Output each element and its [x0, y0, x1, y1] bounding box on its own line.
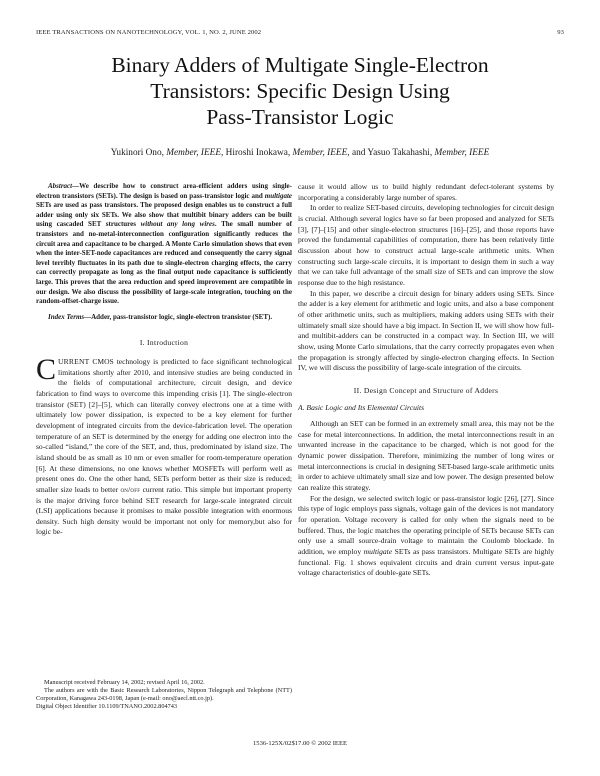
section2-paragraph-2: For the design, we selected switch logic or pass-transistor logic [26], [27]. Since this type of logic employs pass signals, voltage gain of the devices is not mandatory for operation. Voltage recovery is called for only when the signals need to be buffered. Thus, the logic matches the operating principle of SETs because SETs can only use a small source-drain voltage to maintain the Coulomb blockade. In addition, we employ multigate SETs as pass transistors. Multigate SETs are highly functional. Fig. 1 shows equivalent circuits and drain current versus input-gate voltage characteristics of double-gate SETs.: [298, 493, 554, 578]
author-2-role: Member, IEEE,: [292, 148, 350, 158]
intro-paragraph-1-continued: cause it would allow us to build highly redundant defect-tolerant systems by incorporating a considerably large number of spares.: [298, 182, 554, 202]
footnote-received: Manuscript received February 14, 2002; revised April 16, 2002.: [44, 679, 205, 686]
journal-header: IEEE TRANSACTIONS ON NANOTECHNOLOGY, VOL. 1, NO. 2, JUNE 2002: [36, 29, 262, 36]
title-line-2: Transistors: Specific Design Using: [150, 79, 450, 103]
author-line: [30, 148, 570, 158]
page-number: 93: [557, 29, 564, 36]
footnote-doi: Digital Object Identifier 10.1109/TNANO.2002.804743: [36, 703, 178, 711]
drop-cap: C: [36, 352, 57, 386]
left-column: [36, 182, 292, 538]
copyright-code: 1536-125X/02$17.00 © 2002 IEEE: [252, 740, 348, 747]
paper-title: [40, 52, 560, 130]
index-terms-lead: Index Terms: [48, 312, 85, 321]
author-3: and Yasuo Takahashi,: [351, 148, 433, 158]
author-1-role: Member, IEEE,: [166, 148, 224, 158]
running-head: [36, 29, 564, 41]
abstract: Abstract—We describe how to construct area-efficient adders using single-electron transistors (SETs). The design is based on pass-transistor logic and multigate SETs are used as pass transistors. The proposed design enables us to construct a full adder using only six SETs. We also show that multibit binary adders can be built using cascaded SET structures without any long wires. The small number of transistors and no-metal-interconnection configuration significantly reduces the circuit area and capacitance to be charged. A Monte Carlo simulation shows that even when the inter-SET-node capacitances are reduced and consequently the carry signal level terribly fluctuates in its path due to single-electron charging effects, the carry can correctly propagate as long as the final output node capacitance is sufficiently large. This proves that the area reduction and speed improvement are compatible in our design. We also discuss the possibility of large-scale integration, touching on the random-offset-charge issue.: [36, 182, 293, 306]
author-1: Yukinori Ono,: [110, 148, 164, 158]
intro-paragraph-2: In order to realize SET-based circuits, developing technologies for circuit design is crucial. Although several logics have so far been proposed and analyzed for SETs [3], [7]–[15] and other single-electron structures [16]–[25], and those reports have proved the fundamental capabilities of computation, there has been relatively little discussion about how to construct actual large-scale arithmetic units. When constructing such large-scale circuits, it is important to design them in such a way that we can take full advantage of the small size of SETs and can improve the slow response due to the high resistance.: [298, 203, 554, 287]
footnotes: [36, 679, 292, 711]
footnote-affiliation: The authors are with the Basic Research Laboratories, Nippon Telegraph and Telephone (NTT) Corporation, Kanagawa 243-0198, Japan (e-mail: ono@aecl.ntt.co.jp).: [36, 687, 292, 703]
section2-paragraph-1: Although an SET can be formed in an extremely small area, this may not be the case for metal interconnections. In addition, the metal interconnections result in an unwanted increase in the capacitance to be charged, which is not good for the dynamic power dissipation. Therefore, minimizing the number of long wires or metal interconnections is crucial in designing SET-based large-scale arithmetic units in order to achieve ultimately small size and low power. The design presented below can realize this strategy.: [298, 419, 554, 493]
right-column: [298, 182, 554, 579]
intro-paragraph-1: CURRENT CMOS technology is predicted to face significant technological limitations shortly after 2010, and intensive studies are being conducted in the fields of computational architecture, circuit design, and device fabrication to find ways to overcome this impending crisis [1]. The single-electron transistor (SET) [2]–[5], which can literally convey electrons one at a time with ultimately low power dissipation, is expected to be a key element for further development of integrated circuits from the device-fabrication level. The operation temperature of an SET is determined by the energy for adding one electron into the so-called “island,” the core of the SET, and, thus, predominated by island size. The island should be as small as 10 nm or even smaller for room-temperature operation [6]. At these dimensions, no one knows whether MOSFETs will perform well as present ones do. One the other hand, SETs perform better as their size is reduced; smaller size leads to better on/off current ratio. This simple but important property is the major driving force behind SET research for large-scale integrated circuit (LSI) applications because it promises to make possible integration with enormous density. Such high density would be important not only for memory,but also for logic be-: [36, 352, 292, 537]
index-terms: Index Terms—Adder, pass-transistor logic, single-electron transistor (SET).: [48, 312, 273, 321]
section-heading-introduction: I. Introduction: [139, 338, 189, 348]
abstract-lead: Abstract: [48, 182, 73, 190]
author-2: Hiroshi Inokawa,: [225, 148, 291, 158]
title-line-1: Binary Adders of Multigate Single-Electron: [111, 53, 489, 77]
intro-paragraph-3: In this paper, we describe a circuit design for binary adders using SETs. Since the adder is a key element for arithmetic and logic units, and also a base component of other arithmetic units, such as multipliers, making adders using SETs with their ultimately small size should have a big impact. In Section II, we will show how full- and multibit-adders can be constructed in a compact way. In Section III, we will show, using Monte Carlo simulations, that the carry correctly propagates even when the propagation is strongly affected by single-electron charging effects. In Section IV, we will discuss the possibility of large-scale integration of the circuits.: [298, 288, 554, 373]
title-line-3: Pass-Transistor Logic: [206, 105, 394, 129]
section-heading-design-concept: II. Design Concept and Structure of Adders: [353, 385, 499, 395]
author-3-role: Member, IEEE: [434, 148, 490, 158]
subsection-heading-basic-logic: A. Basic Logic and Its Elemental Circuits: [298, 403, 425, 413]
